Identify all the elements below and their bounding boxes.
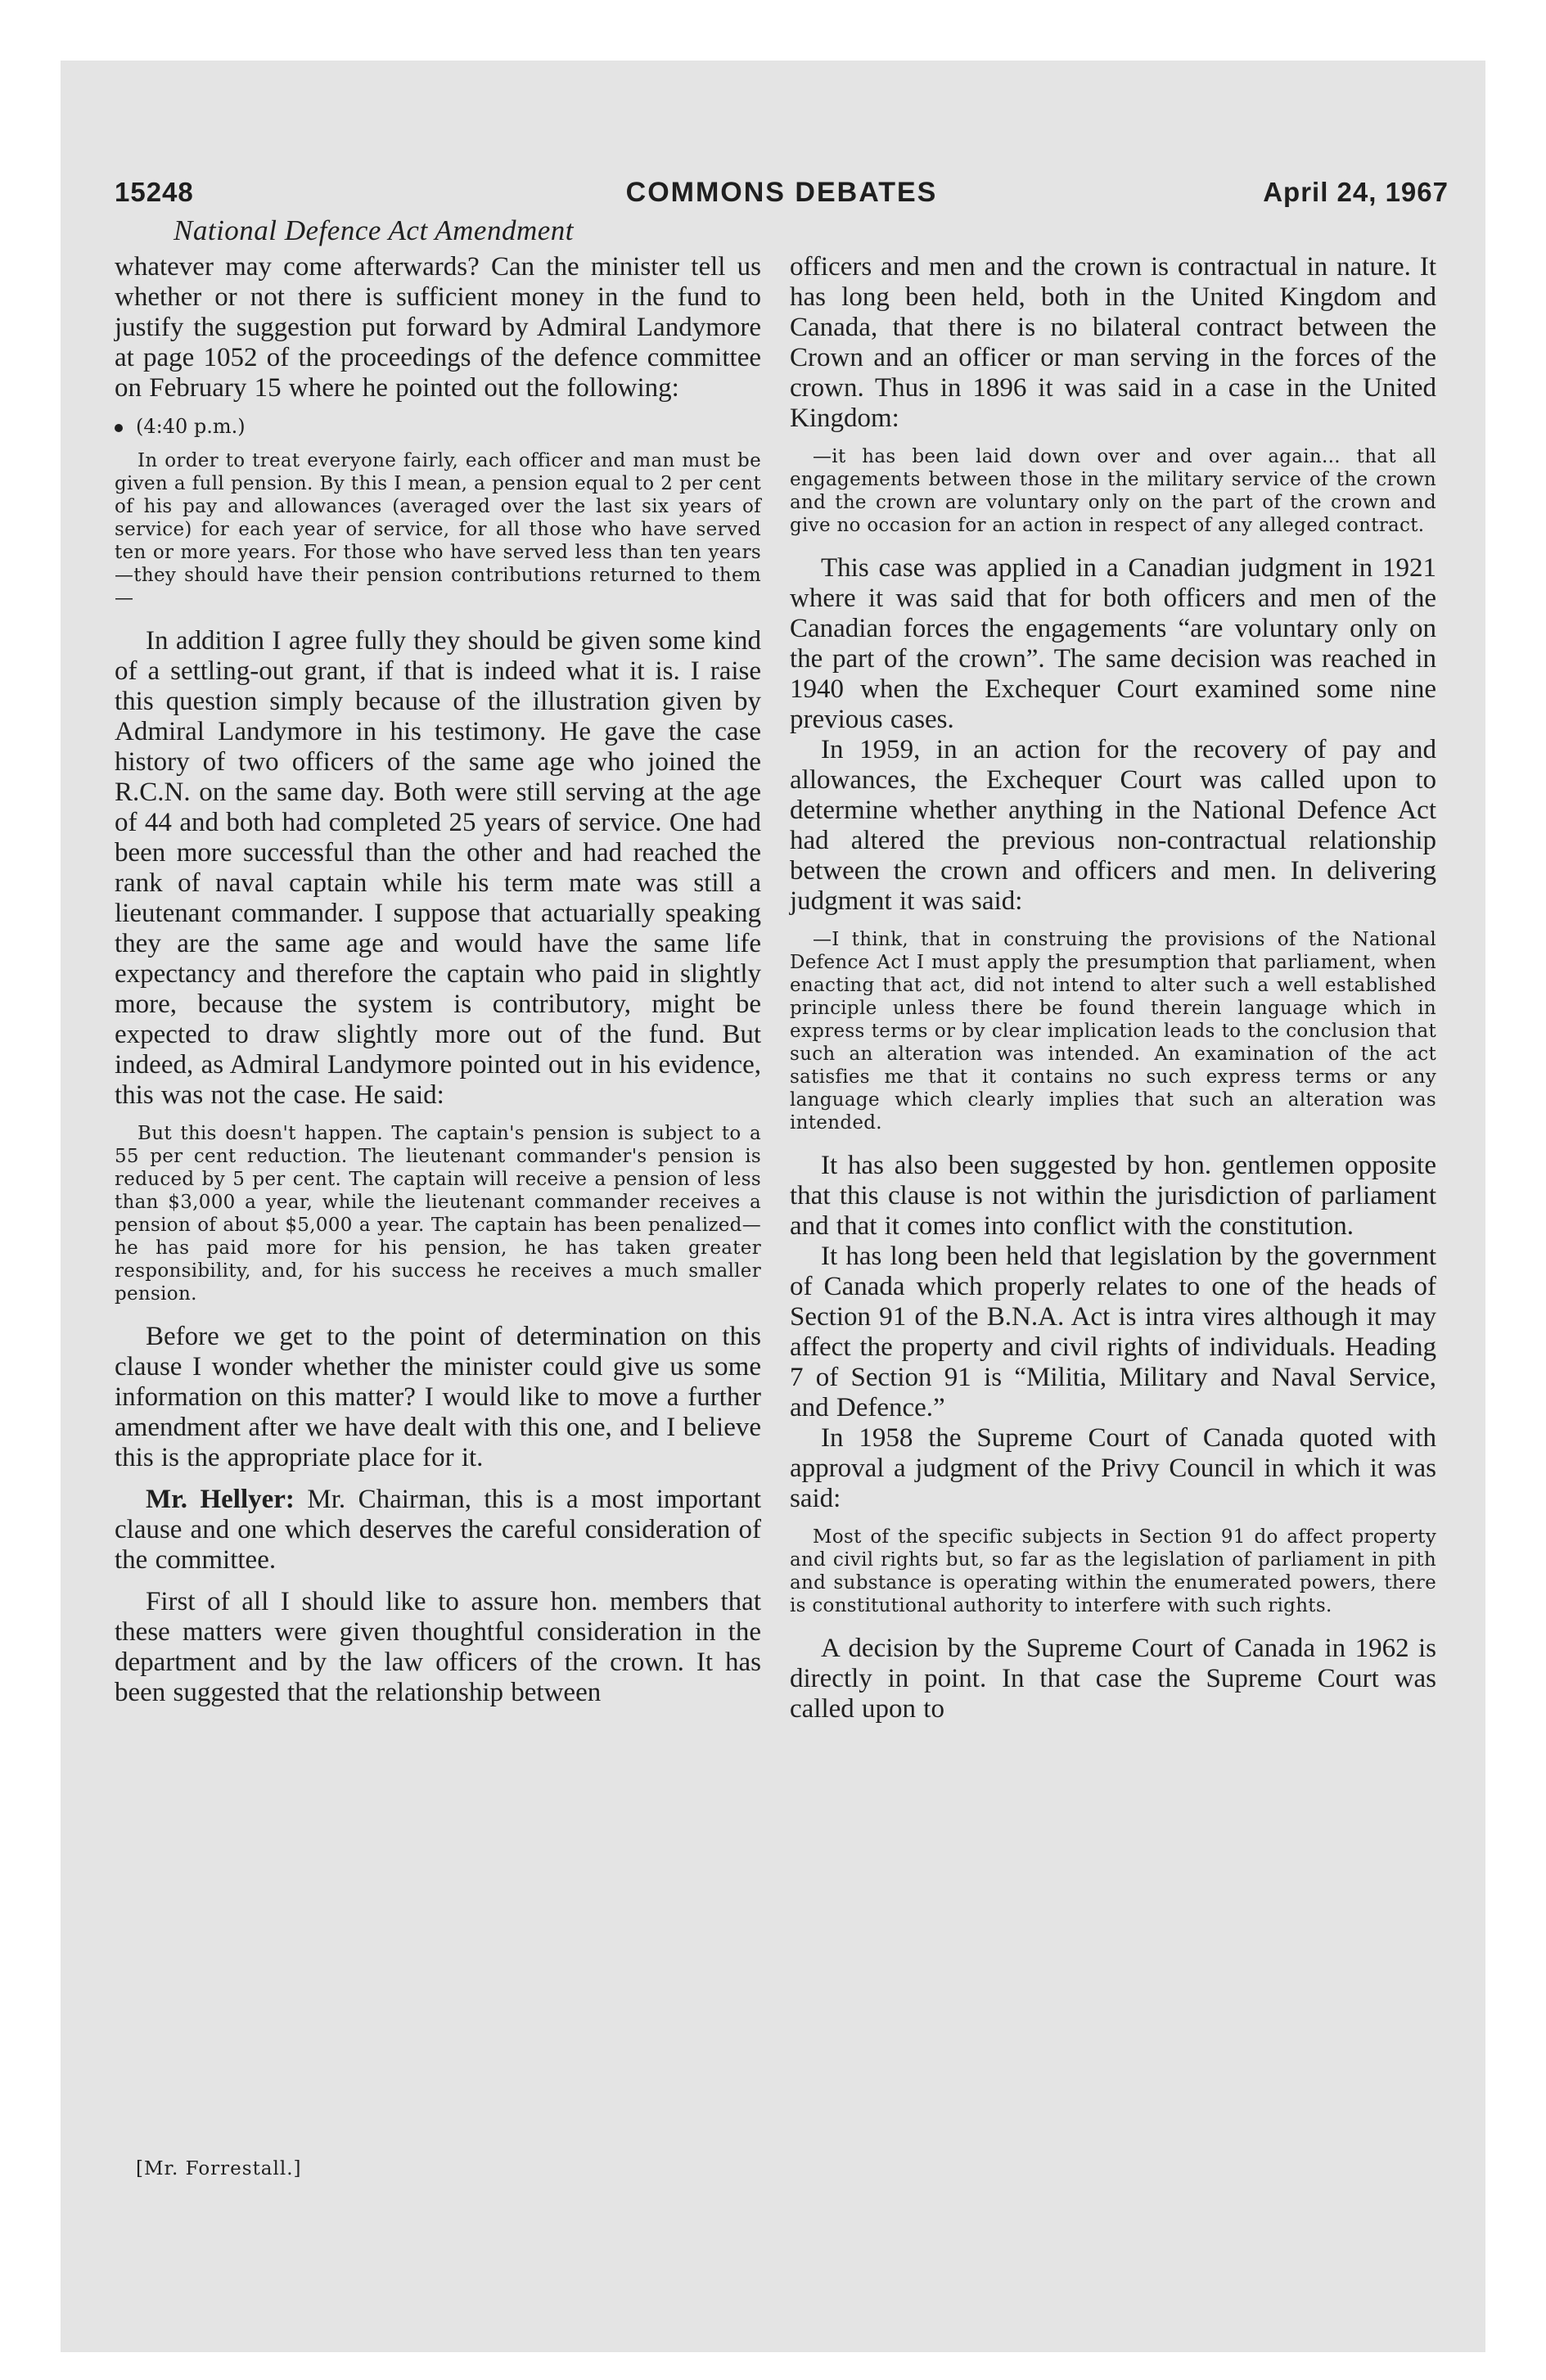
page-number: 15248 bbox=[115, 177, 194, 207]
paragraph: In 1959, in an action for the recovery of pay and allowances, the Exchequer Court was called upon to determine whether anything in the National Defence Act had altered the previous non-contractual relationship between the crown and officers and men. In delivering judgment it was said: bbox=[790, 735, 1436, 916]
journal-title: COMMONS DEBATES bbox=[625, 177, 938, 208]
block-quote: But this doesn't happen. The captain's pension is subject to a 55 per cent reduction. The lieutenant commander's pension is reduced by 5 per cent. The captain will receive a pension of less than $3,000 a year, while the lieutenant commander receives a pension of about $5,000 a year. The captain has been penalized—he has paid more for his pension, he has taken greater responsibility, and, for his success he receives a much smaller pension. bbox=[115, 1123, 761, 1305]
right-column bbox=[790, 252, 1436, 1724]
page-header bbox=[115, 177, 1449, 213]
paragraph: It has also been suggested by hon. gentlemen opposite that this clause is not within the jurisdiction of parliament and that it comes into conflict with the constitution. bbox=[790, 1151, 1436, 1241]
paragraph: It has long been held that legislation by the government of Canada which properly relates to one of the heads of Section 91 of the B.N.A. Act is intra vires although it may affect the property and civil rights of individuals. Heading 7 of Section 91 is “Militia, Military and Naval Service, and Defence.” bbox=[790, 1242, 1436, 1422]
paragraph: First of all I should like to assure hon. members that these matters were given thoughtful consideration in the department and by the law officers of the crown. It has been suggested that the relationship between bbox=[115, 1587, 761, 1707]
paragraph: Before we get to the point of determination on this clause I wonder whether the minister could give us some information on this matter? I would like to move a further amendment after we have dealt with this one, and I believe this is the appropriate place for it. bbox=[115, 1322, 761, 1472]
block-quote: —it has been laid down over and over again... that all engagements between those in the military service of the crown and the crown are voluntary only on the part of the crown and give no occasion for an action in respect of any alleged contract. bbox=[790, 446, 1436, 536]
block-quote: In order to treat everyone fairly, each officer and man must be given a full pension. By this I mean, a pension equal to 2 per cent of his pay and allowances (averaged over the last six years of service) for each year of service, for all those who have served ten or more years. For those who have served less than ten years—they should have their pension contributions returned to them— bbox=[115, 450, 761, 609]
time-mark-text: (4:40 p.m.) bbox=[136, 415, 246, 438]
paragraph: officers and men and the crown is contractual in nature. It has long been held, both in the United Kingdom and Canada, that there is no bilateral contract between the Crown and an officer or man serving in the forces of the crown. Thus in 1896 it was said in a case in the United Kingdom: bbox=[790, 252, 1436, 433]
paragraph: whatever may come afterwards? Can the minister tell us whether or not there is sufficient money in the fund to justify the suggestion put forward by Admiral Landymore at page 1052 of the proceedings of the defence committee on February 15 where he pointed out the following: bbox=[115, 252, 761, 403]
time-mark bbox=[115, 415, 761, 438]
section-subtitle: National Defence Act Amendment bbox=[174, 214, 575, 246]
speaker-name: Mr. Hellyer: bbox=[146, 1485, 295, 1514]
paragraph: This case was applied in a Canadian judgment in 1921 where it was said that for both officers and men of the Canadian forces the engagements “are voluntary only on the part of the crown”. The same decision was reached in 1940 when the Exchequer Court examined some nine previous cases. bbox=[790, 553, 1436, 734]
left-column bbox=[115, 252, 761, 1708]
speaker-paragraph bbox=[115, 1485, 761, 1575]
bullet-icon bbox=[115, 424, 123, 432]
speaker-text: Mr. Chairman, this is a most important clause and one which deserves the careful consideration of the committee. bbox=[115, 1485, 762, 1575]
block-quote: Most of the specific subjects in Section 91 do affect property and civil rights but, so far as the legislation of parliament in pith and substance is operating within the enumerated powers, there is constitutional authority to interfere with such rights. bbox=[790, 1526, 1436, 1616]
paragraph: In addition I agree fully they should be given some kind of a settling-out grant, if that is indeed what it is. I raise this question simply because of the illustration given by Admiral Landymore in his testimony. He gave the case history of two officers of the same age who joined the R.C.N. on the same day. Both were still serving at the age of 44 and both had completed 25 years of service. One had been more successful than the other and had reached the rank of naval captain while his term mate was still a lieutenant commander. I suppose that actuarially speaking they are the same age and would have the same life expectancy and therefore the captain who paid in slightly more, because the system is contributory, might be expected to draw slightly more out of the fund. But indeed, as Admiral Landymore pointed out in his evidence, this was not the case. He said: bbox=[115, 626, 761, 1110]
speaker-footer: [Mr. Forrestall.] bbox=[136, 2158, 302, 2179]
debate-date: April 24, 1967 bbox=[1263, 177, 1449, 207]
block-quote: —I think, that in construing the provisions of the National Defence Act I must apply the presumption that parliament, when enacting that act, did not intend to alter such a well established principle unless there be found therein language which in express terms or by clear implication leads to the conclusion that such an alteration was intended. An examination of the act satisfies me that it contains no such express terms or any language which clearly implies that such an alteration was intended. bbox=[790, 929, 1436, 1134]
paragraph: In 1958 the Supreme Court of Canada quoted with approval a judgment of the Privy Council in which it was said: bbox=[790, 1423, 1436, 1513]
paragraph: A decision by the Supreme Court of Canada in 1962 is directly in point. In that case the Supreme Court was called upon to bbox=[790, 1634, 1436, 1724]
